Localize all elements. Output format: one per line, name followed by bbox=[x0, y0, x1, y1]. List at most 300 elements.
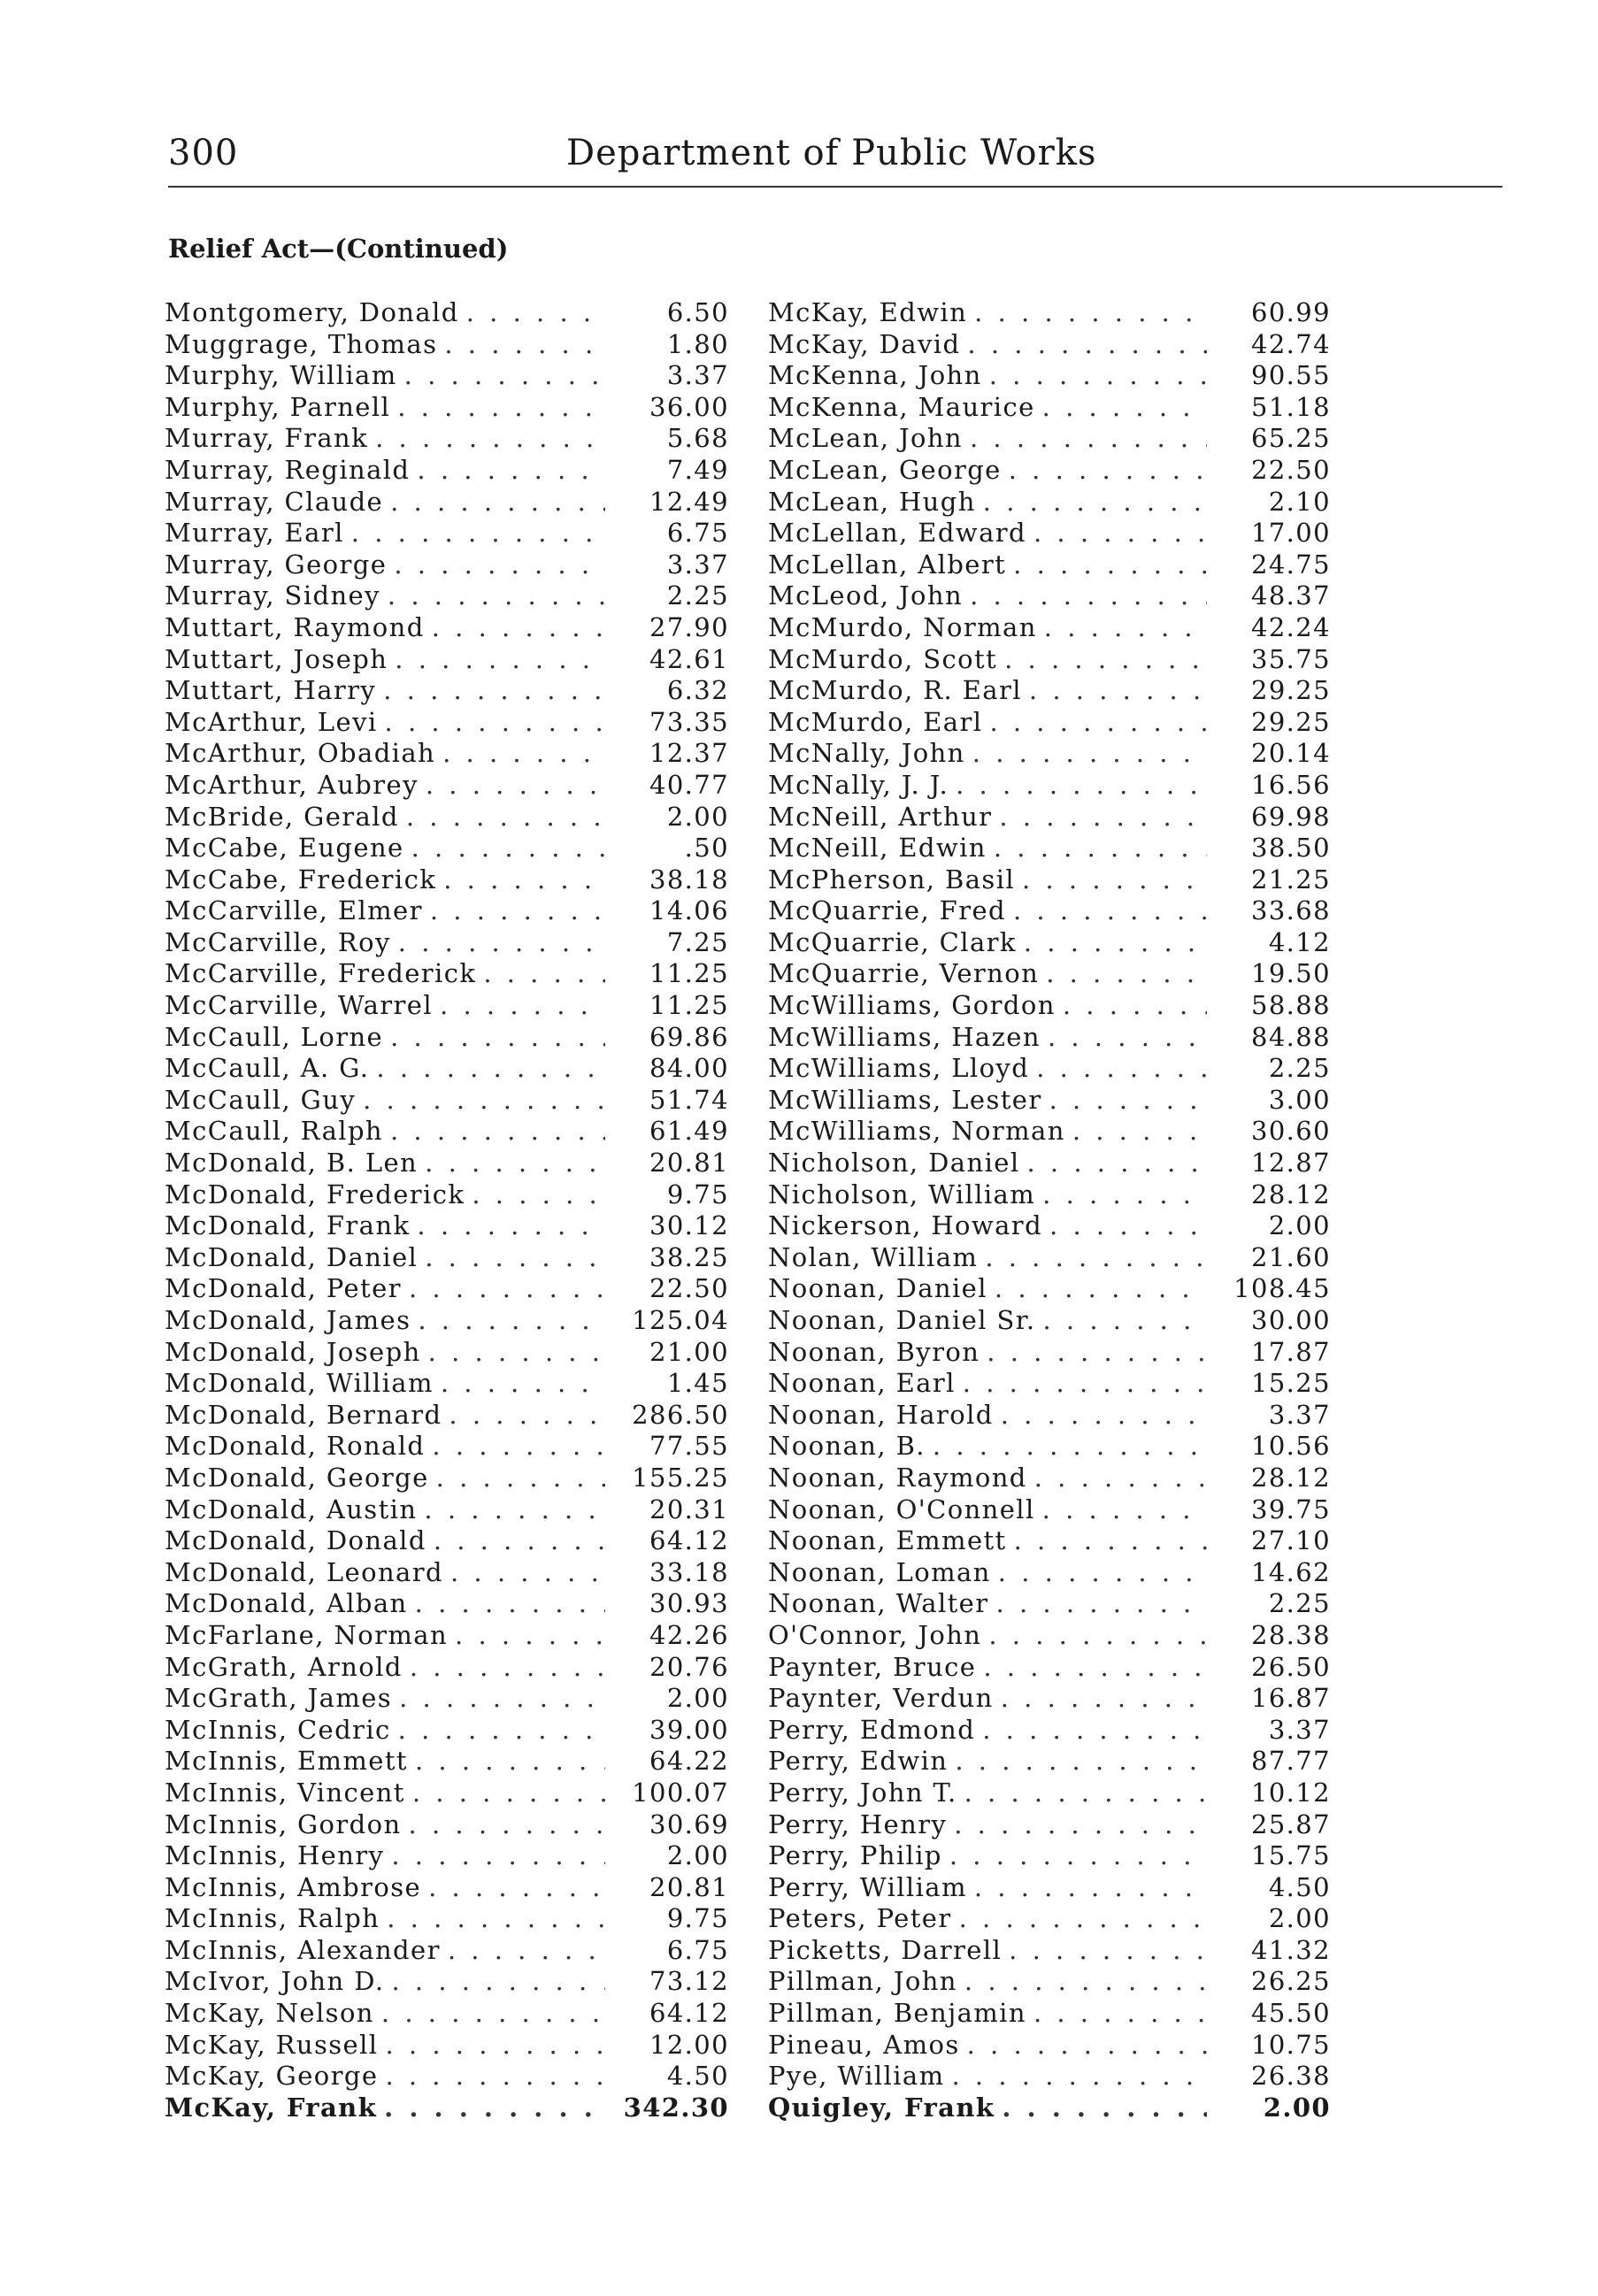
payment-amount: 51.18 bbox=[1250, 391, 1331, 422]
payee-name: O'Connor, John bbox=[768, 1619, 982, 1650]
payee-name: Pillman, John bbox=[768, 1966, 957, 1997]
payment-amount: 342.30 bbox=[623, 2092, 729, 2123]
dot-leader bbox=[955, 1746, 1207, 1776]
payment-amount: 45.50 bbox=[1250, 1998, 1331, 2029]
payment-amount: 2.10 bbox=[1268, 486, 1331, 517]
payee-name: McWilliams, Lloyd bbox=[768, 1053, 1030, 1084]
payee-name: McCaull, Ralph bbox=[165, 1116, 383, 1147]
payee-name: McIvor, John D. bbox=[165, 1966, 385, 1997]
payment-amount: 286.50 bbox=[632, 1399, 729, 1430]
payee-name: McMurdo, Earl bbox=[768, 706, 983, 737]
list-item bbox=[165, 360, 729, 392]
payee-name: McDonald, James bbox=[165, 1305, 411, 1335]
payee-name: McKay, Frank bbox=[165, 2092, 378, 2123]
list-item bbox=[768, 1903, 1331, 1935]
list-item bbox=[165, 2030, 729, 2062]
payee-name: Nicholson, Daniel bbox=[768, 1148, 1020, 1179]
dot-leader bbox=[964, 1966, 1207, 1996]
payment-amount: 28.12 bbox=[1250, 1462, 1331, 1493]
dot-leader bbox=[434, 1525, 605, 1555]
list-item bbox=[768, 1620, 1331, 1652]
list-item bbox=[165, 297, 729, 329]
list-item bbox=[165, 1809, 729, 1841]
list-item bbox=[165, 1022, 729, 1054]
payee-name: McMurdo, R. Earl bbox=[768, 675, 1022, 706]
dot-leader bbox=[1072, 1116, 1207, 1146]
dot-leader bbox=[384, 2093, 605, 2123]
dot-leader bbox=[436, 1463, 605, 1493]
dot-leader bbox=[963, 1368, 1207, 1398]
payment-amount: 38.50 bbox=[1250, 833, 1331, 864]
list-item bbox=[165, 1210, 729, 1242]
payee-name: McInnis, Ralph bbox=[165, 1903, 380, 1934]
payment-amount: 90.55 bbox=[1250, 360, 1331, 391]
payment-amount: 3.00 bbox=[1268, 1084, 1331, 1115]
payee-name: Murray, Frank bbox=[165, 423, 369, 454]
payment-amount: 3.37 bbox=[666, 549, 729, 580]
payment-amount: 40.77 bbox=[649, 769, 729, 800]
payee-name: McCarville, Elmer bbox=[165, 895, 423, 926]
dot-leader bbox=[441, 1368, 605, 1398]
dot-leader bbox=[432, 612, 605, 642]
payee-name: McGrath, Arnold bbox=[165, 1651, 403, 1682]
dot-leader bbox=[390, 1022, 605, 1052]
dot-leader bbox=[959, 1903, 1207, 1933]
payment-amount: 73.35 bbox=[649, 706, 729, 737]
dot-leader bbox=[443, 864, 605, 895]
dot-leader bbox=[1014, 1525, 1207, 1555]
dot-leader bbox=[1013, 549, 1207, 580]
payment-amount: 21.25 bbox=[1250, 864, 1331, 895]
payment-amount: 33.18 bbox=[649, 1556, 729, 1587]
dot-leader bbox=[989, 360, 1207, 390]
dot-leader bbox=[1033, 1998, 1207, 2028]
payment-amount: 77.55 bbox=[649, 1431, 729, 1462]
payee-name: McCabe, Eugene bbox=[165, 833, 404, 864]
payment-amount: 42.74 bbox=[1250, 328, 1331, 359]
payee-name: McDonald, Austin bbox=[165, 1494, 418, 1524]
payee-name: McKay, Russell bbox=[165, 2029, 379, 2060]
payee-name: Muttart, Raymond bbox=[165, 611, 425, 642]
payee-name: Noonan, Earl bbox=[768, 1368, 956, 1399]
payment-amount: 155.25 bbox=[632, 1462, 729, 1493]
list-item bbox=[165, 1588, 729, 1620]
payee-name: McDonald, Frederick bbox=[165, 1179, 465, 1209]
payment-amount: 2.00 bbox=[1263, 2092, 1331, 2123]
payment-amount: 3.37 bbox=[666, 360, 729, 391]
list-item bbox=[768, 1400, 1331, 1432]
list-item bbox=[165, 1652, 729, 1684]
list-item bbox=[768, 612, 1331, 644]
payment-amount: 11.25 bbox=[649, 958, 729, 989]
list-item bbox=[768, 1778, 1331, 1809]
payee-name: McArthur, Obadiah bbox=[165, 738, 436, 769]
list-item bbox=[768, 455, 1331, 487]
payee-name: Perry, Philip bbox=[768, 1840, 942, 1871]
payment-amount: 100.07 bbox=[632, 1777, 729, 1808]
dot-leader bbox=[1034, 1463, 1207, 1493]
payee-name: McMurdo, Norman bbox=[768, 611, 1037, 642]
payment-amount: 2.25 bbox=[1268, 1053, 1331, 1084]
dot-leader bbox=[949, 1840, 1207, 1870]
payment-amount: 20.76 bbox=[649, 1651, 729, 1682]
list-item bbox=[165, 455, 729, 487]
list-item bbox=[768, 738, 1331, 770]
dot-leader bbox=[1001, 1683, 1207, 1713]
dot-leader bbox=[974, 297, 1207, 327]
dot-leader bbox=[974, 1872, 1207, 1902]
dot-leader bbox=[983, 487, 1207, 517]
list-item bbox=[768, 423, 1331, 455]
payment-amount: 61.49 bbox=[649, 1116, 729, 1147]
dot-leader bbox=[412, 1778, 605, 1808]
payment-amount: 33.68 bbox=[1250, 895, 1331, 926]
payment-amount: 30.00 bbox=[1250, 1305, 1331, 1335]
payee-name: Noonan, Walter bbox=[768, 1588, 989, 1619]
list-item bbox=[165, 1116, 729, 1148]
dot-leader bbox=[397, 392, 605, 422]
payee-name: McArthur, Levi bbox=[165, 706, 378, 737]
list-item bbox=[165, 1966, 729, 1998]
payee-name: Murray, Earl bbox=[165, 518, 344, 549]
payee-name: Murray, Sidney bbox=[165, 580, 380, 611]
payee-name: McArthur, Aubrey bbox=[165, 769, 419, 800]
dot-leader bbox=[391, 1840, 605, 1870]
dot-leader bbox=[1042, 1179, 1207, 1209]
dot-leader bbox=[466, 297, 605, 327]
list-item bbox=[165, 1715, 729, 1747]
dot-leader bbox=[1042, 1305, 1207, 1335]
dot-leader bbox=[390, 1116, 605, 1146]
payee-name: Nicholson, William bbox=[768, 1179, 1036, 1209]
payment-amount: 42.26 bbox=[649, 1619, 729, 1650]
payment-amount: 17.87 bbox=[1250, 1336, 1331, 1367]
payee-name: McDonald, Frank bbox=[165, 1210, 411, 1241]
list-item bbox=[165, 1746, 729, 1778]
payee-name: McCaull, A. G. bbox=[165, 1053, 370, 1084]
dot-leader bbox=[964, 1778, 1207, 1808]
payee-name: McFarlane, Norman bbox=[165, 1619, 449, 1650]
dot-leader bbox=[995, 1273, 1207, 1303]
list-item bbox=[768, 549, 1331, 581]
dot-leader bbox=[996, 1588, 1207, 1618]
payment-amount: 69.98 bbox=[1250, 801, 1331, 832]
list-item bbox=[768, 2030, 1331, 2062]
list-item bbox=[165, 1935, 729, 1967]
dot-leader bbox=[383, 675, 605, 705]
dot-leader bbox=[428, 1872, 605, 1902]
list-item bbox=[768, 580, 1331, 612]
payment-amount: 12.87 bbox=[1250, 1148, 1331, 1179]
list-item bbox=[165, 1053, 729, 1085]
dot-leader bbox=[1004, 644, 1207, 674]
payee-name: McInnis, Emmett bbox=[165, 1746, 408, 1777]
payment-amount: 30.60 bbox=[1250, 1116, 1331, 1147]
payee-name: Pye, William bbox=[768, 2061, 945, 2092]
dot-leader bbox=[415, 1746, 605, 1776]
dot-leader bbox=[409, 1273, 605, 1303]
payee-name: Peters, Peter bbox=[768, 1903, 952, 1934]
list-item bbox=[768, 1368, 1331, 1400]
dot-leader bbox=[998, 1557, 1207, 1587]
payment-amount: 30.93 bbox=[649, 1588, 729, 1619]
list-item bbox=[768, 1116, 1331, 1148]
payment-amount: 42.24 bbox=[1250, 611, 1331, 642]
list-item bbox=[165, 1557, 729, 1589]
payee-name: Noonan, Daniel Sr. bbox=[768, 1305, 1036, 1335]
list-item bbox=[165, 1148, 729, 1179]
list-item bbox=[165, 1179, 729, 1211]
list-item bbox=[768, 360, 1331, 392]
list-item bbox=[165, 329, 729, 361]
list-item bbox=[165, 1337, 729, 1369]
payment-amount: 29.25 bbox=[1250, 706, 1331, 737]
dot-leader bbox=[387, 1903, 605, 1933]
dot-leader bbox=[415, 1588, 605, 1618]
payee-name: McWilliams, Hazen bbox=[768, 1021, 1041, 1052]
list-item bbox=[768, 1683, 1331, 1715]
list-item bbox=[165, 738, 729, 770]
list-item bbox=[165, 802, 729, 833]
payment-amount: 9.75 bbox=[666, 1903, 729, 1934]
payment-amount: 38.18 bbox=[649, 864, 729, 895]
list-item bbox=[768, 644, 1331, 676]
payment-amount: 42.61 bbox=[649, 643, 729, 674]
dot-leader bbox=[425, 1148, 605, 1178]
payee-name: Noonan, Emmett bbox=[768, 1525, 1007, 1556]
payment-amount: 14.62 bbox=[1250, 1556, 1331, 1587]
payment-amount: 73.12 bbox=[649, 1966, 729, 1997]
list-item bbox=[768, 487, 1331, 518]
list-item bbox=[768, 990, 1331, 1022]
payment-amount: 38.25 bbox=[649, 1241, 729, 1272]
payee-name: McDonald, Ronald bbox=[165, 1431, 426, 1462]
payment-amount: 24.75 bbox=[1250, 549, 1331, 580]
dot-leader bbox=[1033, 518, 1207, 548]
payee-name: McDonald, B. Len bbox=[165, 1148, 419, 1179]
dot-leader bbox=[1024, 927, 1207, 957]
payee-name: Murphy, William bbox=[165, 360, 397, 391]
payment-amount: 26.50 bbox=[1250, 1651, 1331, 1682]
payee-name: McQuarrie, Clark bbox=[768, 926, 1017, 957]
left-column bbox=[165, 297, 729, 2138]
list-item bbox=[768, 1273, 1331, 1305]
payee-name: McDonald, Alban bbox=[165, 1588, 408, 1619]
payment-amount: 4.50 bbox=[666, 2061, 729, 2092]
dot-leader bbox=[1044, 612, 1207, 642]
payee-name: Murray, George bbox=[165, 549, 388, 580]
payee-name: McKay, David bbox=[768, 328, 961, 359]
payment-amount: 14.06 bbox=[649, 895, 729, 926]
list-item bbox=[165, 1400, 729, 1432]
dot-leader bbox=[375, 423, 605, 453]
list-item bbox=[768, 329, 1331, 361]
dot-leader bbox=[442, 738, 605, 768]
dot-leader bbox=[951, 2061, 1207, 2091]
payee-name: McCaull, Lorne bbox=[165, 1021, 384, 1052]
list-item bbox=[165, 423, 729, 455]
list-item bbox=[165, 1242, 729, 1274]
payment-amount: 2.00 bbox=[666, 1840, 729, 1871]
payment-amount: 2.00 bbox=[1268, 1903, 1331, 1934]
payment-amount: 5.68 bbox=[666, 423, 729, 454]
page-header bbox=[168, 133, 1502, 182]
payment-amount: 6.75 bbox=[666, 1934, 729, 1965]
list-item bbox=[768, 864, 1331, 896]
list-item bbox=[165, 1872, 729, 1904]
payment-amount: 84.88 bbox=[1250, 1021, 1331, 1052]
dot-leader bbox=[449, 1400, 605, 1430]
dot-leader bbox=[450, 1557, 605, 1587]
list-item bbox=[165, 895, 729, 927]
list-item bbox=[768, 1715, 1331, 1747]
dot-leader bbox=[483, 958, 605, 988]
payee-name: McPherson, Basil bbox=[768, 864, 1016, 895]
payee-name: Murray, Reginald bbox=[165, 454, 411, 485]
payment-amount: 6.75 bbox=[666, 518, 729, 549]
payment-amount: 125.04 bbox=[632, 1305, 729, 1335]
payment-amount: 2.25 bbox=[666, 580, 729, 611]
payee-name: McInnis, Vincent bbox=[165, 1777, 405, 1808]
dot-leader bbox=[410, 1652, 605, 1682]
payee-name: Noonan, B. bbox=[768, 1431, 926, 1462]
list-item bbox=[768, 1085, 1331, 1117]
list-item bbox=[768, 770, 1331, 802]
payee-name: Muttart, Joseph bbox=[165, 643, 388, 674]
payment-amount: 12.00 bbox=[649, 2029, 729, 2060]
payee-name: McWilliams, Gordon bbox=[768, 990, 1056, 1021]
payee-name: Noonan, Loman bbox=[768, 1556, 991, 1587]
payment-amount: 1.80 bbox=[666, 328, 729, 359]
list-item bbox=[768, 1966, 1331, 1998]
payment-amount: 2.00 bbox=[666, 1683, 729, 1714]
payment-amount: 25.87 bbox=[1250, 1808, 1331, 1839]
payee-name: Noonan, Daniel bbox=[768, 1273, 987, 1304]
list-item bbox=[165, 392, 729, 424]
payee-name: McNeill, Edwin bbox=[768, 833, 987, 864]
list-item bbox=[768, 1588, 1331, 1620]
payment-amount: 20.14 bbox=[1250, 738, 1331, 769]
payee-name: McNally, John bbox=[768, 738, 965, 769]
list-item bbox=[165, 1368, 729, 1400]
payment-amount: 108.45 bbox=[1233, 1273, 1331, 1304]
dot-leader bbox=[1042, 392, 1207, 422]
dot-leader bbox=[989, 707, 1207, 737]
payee-name: McLellan, Edward bbox=[768, 518, 1026, 549]
payee-name: Quigley, Frank bbox=[768, 2092, 995, 2123]
payee-name: McKenna, Maurice bbox=[768, 391, 1035, 422]
list-item bbox=[165, 518, 729, 549]
dot-leader bbox=[1063, 990, 1207, 1020]
dot-leader bbox=[1042, 1494, 1207, 1524]
dot-leader bbox=[409, 1809, 605, 1839]
list-item bbox=[768, 1746, 1331, 1778]
payee-name: Pillman, Benjamin bbox=[768, 1998, 1026, 2029]
list-item bbox=[768, 1809, 1331, 1841]
dot-leader bbox=[1049, 1210, 1207, 1240]
list-item bbox=[165, 612, 729, 644]
payment-amount: 2.25 bbox=[1268, 1588, 1331, 1619]
list-item bbox=[768, 2061, 1331, 2093]
dot-leader bbox=[417, 455, 605, 485]
payee-name: Noonan, Byron bbox=[768, 1336, 980, 1367]
payment-amount: 3.37 bbox=[1268, 1714, 1331, 1745]
dot-leader bbox=[448, 1935, 605, 1965]
payment-amount: 27.90 bbox=[649, 611, 729, 642]
list-item bbox=[165, 958, 729, 990]
payment-amount: 17.00 bbox=[1250, 518, 1331, 549]
payee-name: McBride, Gerald bbox=[165, 801, 399, 832]
dot-leader bbox=[424, 1494, 605, 1524]
dot-leader bbox=[472, 1179, 605, 1209]
list-item bbox=[165, 927, 729, 959]
list-item bbox=[768, 1840, 1331, 1872]
dot-leader bbox=[376, 1053, 605, 1083]
payment-amount: 26.38 bbox=[1250, 2061, 1331, 2092]
payment-amount: 64.12 bbox=[649, 1998, 729, 2029]
list-item bbox=[768, 1022, 1331, 1054]
payment-amount: 60.99 bbox=[1250, 297, 1331, 327]
payment-amount: 6.32 bbox=[666, 675, 729, 706]
list-item bbox=[165, 1305, 729, 1337]
payment-amount: 7.25 bbox=[666, 926, 729, 957]
payment-amount: 16.87 bbox=[1250, 1683, 1331, 1714]
list-item bbox=[768, 1242, 1331, 1274]
list-item bbox=[165, 1525, 729, 1557]
list-item bbox=[165, 1683, 729, 1715]
list-item bbox=[768, 895, 1331, 927]
payee-name: McDonald, Daniel bbox=[165, 1241, 419, 1272]
list-item bbox=[165, 707, 729, 739]
payee-name: Noonan, Raymond bbox=[768, 1462, 1027, 1493]
dot-leader bbox=[1027, 1148, 1208, 1178]
dot-leader bbox=[417, 1210, 605, 1240]
dot-leader bbox=[1036, 1053, 1207, 1083]
dot-leader bbox=[1009, 455, 1207, 485]
dot-leader bbox=[972, 738, 1207, 768]
dot-leader bbox=[363, 1085, 605, 1115]
list-item bbox=[165, 1463, 729, 1494]
list-item bbox=[165, 1085, 729, 1117]
list-item bbox=[768, 1998, 1331, 2030]
payee-name: McCarville, Frederick bbox=[165, 958, 477, 989]
dot-leader bbox=[988, 1620, 1207, 1650]
payee-name: Murray, Claude bbox=[165, 486, 384, 517]
list-item bbox=[768, 297, 1331, 329]
payment-amount: 36.00 bbox=[649, 391, 729, 422]
payee-name: McDonald, William bbox=[165, 1368, 434, 1399]
payment-amount: 30.12 bbox=[649, 1210, 729, 1241]
list-item bbox=[165, 644, 729, 676]
payee-name: McDonald, George bbox=[165, 1462, 429, 1493]
list-item bbox=[768, 1431, 1331, 1463]
dot-leader bbox=[1009, 1935, 1207, 1965]
payment-amount: 39.00 bbox=[649, 1714, 729, 1745]
payee-name: Perry, Henry bbox=[768, 1808, 948, 1839]
payment-amount: 27.10 bbox=[1250, 1525, 1331, 1556]
payee-name: McDonald, Donald bbox=[165, 1525, 426, 1556]
dot-leader bbox=[411, 833, 605, 863]
dot-leader bbox=[983, 1652, 1207, 1682]
payment-amount: 10.56 bbox=[1250, 1431, 1331, 1462]
payee-name: McDonald, Bernard bbox=[165, 1399, 442, 1430]
list-item bbox=[768, 1652, 1331, 1684]
list-item bbox=[165, 1273, 729, 1305]
payee-name: Noonan, O'Connell bbox=[768, 1494, 1035, 1524]
payment-amount: 35.75 bbox=[1250, 643, 1331, 674]
list-item bbox=[768, 518, 1331, 549]
dot-leader bbox=[987, 1337, 1207, 1367]
